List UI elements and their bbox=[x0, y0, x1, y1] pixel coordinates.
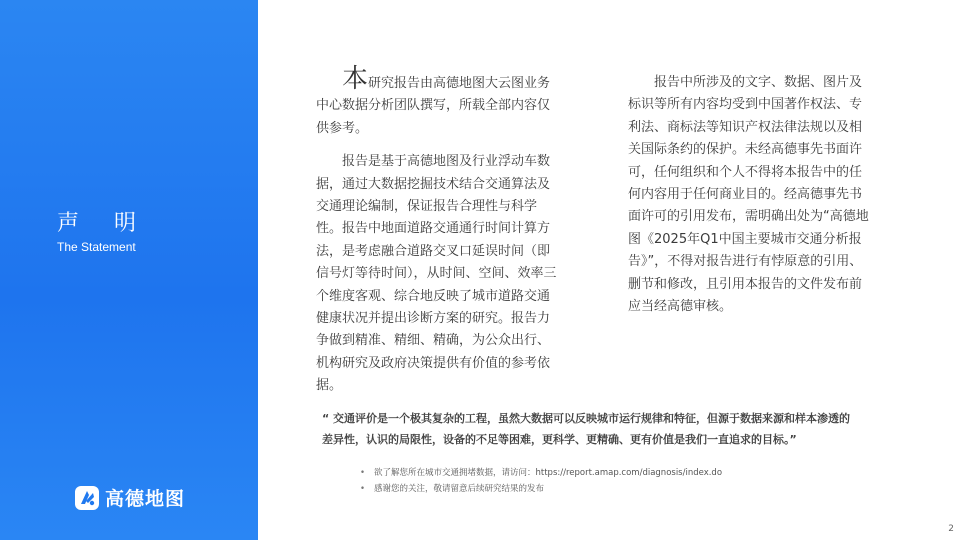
page-number: 2 bbox=[948, 524, 954, 534]
list-item bbox=[360, 465, 722, 481]
bullet-icon: • bbox=[360, 484, 366, 494]
quote-line-1: “ 交通评价是一个极其复杂的工程，虽然大数据可以反映城市运行规律和特征，但源于数据来源和样本渗透的 bbox=[322, 412, 851, 425]
left-text-column bbox=[316, 64, 562, 398]
note-text: 欲了解您所在城市交通拥堵数据，请访问：https://report.amap.com/diagnosis/index.do bbox=[374, 468, 723, 478]
dropcap-character: 本 bbox=[342, 64, 369, 94]
note-text: 感谢您的关注，敬请留意后续研究结果的发布 bbox=[374, 484, 545, 494]
intro-paragraph-text: 研究报告由高德地图大云图业务中心数据分析团队撰写，所载全部内容仅供参考。 bbox=[316, 76, 551, 136]
sidebar-panel bbox=[0, 0, 258, 540]
right-text-column bbox=[628, 72, 872, 318]
statement-title: 声 明 bbox=[57, 211, 150, 236]
list-item bbox=[360, 481, 722, 497]
statement-subtitle: The Statement bbox=[57, 240, 136, 254]
amap-logo-icon bbox=[74, 485, 100, 511]
intro-paragraph bbox=[316, 64, 562, 140]
bullet-icon: • bbox=[360, 468, 366, 478]
notes-list bbox=[360, 465, 722, 497]
quote-line-2: 差异性，认识的局限性，设备的不足等困难，更科学、更精确、更有价值是我们一直追求的目标。” bbox=[322, 433, 797, 446]
amap-logo bbox=[74, 484, 185, 511]
copyright-paragraph: 报告中所涉及的文字、数据、图片及标识等所有内容均受到中国著作权法、专利法、商标法等知识产权法律法规以及相关国际条约的保护。未经高德事先书面许可，任何组织和个人不得将本报告中的任何内容用于任何商业目的。经高德事先书面许可的引用发布，需明确出处为“高德地图《2025年Q1中国主要城市交通分析报告》”，不得对报告进行有悖原意的引用、删节和修改，且引用本报告的文件发布前应当经高德审核。 bbox=[628, 75, 869, 315]
quote-block bbox=[322, 408, 852, 450]
methodology-paragraph: 报告是基于高德地图及行业浮动车数据，通过大数据挖掘技术结合交通算法及交通理论编制，保证报告合理性与科学性。报告中地面道路交通通行时间计算方法，是考虑融合道路交叉口延误时间（即信号灯等待时间），从时间、空间、效率三个维度客观、综合地反映了城市道路交通健康状况并提出诊断方案的研究。报告力争做到精准、精细、精确，为公众出行、机构研究及政府决策提供有价值的参考依据。 bbox=[316, 154, 557, 394]
logo-text: 高德地图 bbox=[105, 488, 186, 510]
